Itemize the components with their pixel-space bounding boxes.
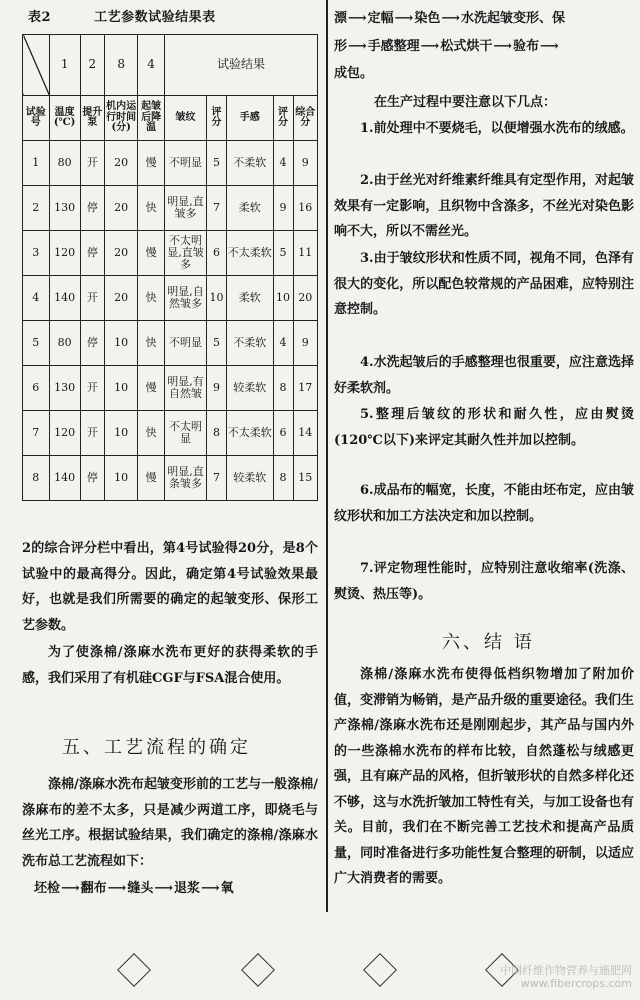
table-factor-row [23,35,318,96]
table-row [23,276,318,321]
column-header: 手感 [227,96,274,141]
table-cell-time: 10 [105,456,138,501]
note-item: 4.水洗起皱后的手感整理也很重要，应注意选择好柔软剂。 [334,355,634,396]
flow-step: 坯检 [34,881,61,896]
flow-step: 水洗起皱变形、保 [460,11,565,26]
table-cell-s2: 5 [273,231,293,276]
table-cell-total: 20 [293,276,317,321]
table-cell-no: 5 [23,321,50,366]
table-cell-total: 11 [293,231,317,276]
table-cell-wrinkle: 明显,直条皱多 [164,456,206,501]
table-cell-pump: 停 [80,186,104,231]
table-cell-pump: 开 [80,276,104,321]
note-item: 2.由于丝光对纤维素纤维具有定型作用，对起皱效果有一定影响，且织物中含涤多，不丝光对染色影响不大，所以不需丝光。 [334,173,634,239]
table-row [23,456,318,501]
table-cell-s1: 5 [207,321,227,366]
section-6-title: 六、结 语 [442,632,535,653]
flow-arrow-icon: ⟶ [420,39,440,54]
column-header: 温度(℃) [49,96,80,141]
table-row [23,321,318,366]
note-item: 6.成品布的幅宽，长度，不能由坯布定，应由皱纹形状和加工方法决定和加以控制。 [334,483,634,524]
table-cell-cool: 快 [138,186,165,231]
table-cell-no: 2 [23,186,50,231]
table-cell-pump: 开 [80,141,104,186]
notes-intro: 在生产过程中要注意以下几点： [374,95,557,110]
table-row [23,141,318,186]
table-cell-feel: 不柔软 [227,321,274,366]
table-caption [28,6,216,25]
table-cell-wrinkle: 不明显 [164,321,206,366]
table-cell-feel: 较柔软 [227,456,274,501]
flow-arrow-icon: ⟶ [348,11,367,26]
flow-step: 氧 [220,881,234,896]
column-header: 评分 [273,96,293,141]
table-cell-no: 4 [23,276,50,321]
table-cell-cool: 慢 [138,231,165,276]
table-cell-temp: 130 [49,366,80,411]
table-cell-total: 17 [293,366,317,411]
note-item: 3.由于皱纹形状和性质不同，视角不同，色泽有很大的变化，所以配色较常规的产品困难，应特别注意控制。 [334,251,634,317]
process-paragraph: 涤棉/涤麻水洗布起皱变形前的工艺与一般涤棉/涤麻布的差不太多，只是减少两道工序，即烧毛与丝光工序。根据试验结果，我们确定的涤棉/涤麻水洗布总工艺流程如下： [22,777,318,869]
table-cell-s1: 9 [207,366,227,411]
table-cell-s2: 6 [273,411,293,456]
table-cell-s2: 8 [273,456,293,501]
column-header: 起皱后降温 [138,96,165,141]
table-cell-s1: 5 [207,141,227,186]
table-cell-wrinkle: 不太明显,直皱多 [164,231,206,276]
table-cell-time: 20 [105,141,138,186]
table-body [23,141,318,501]
softener-paragraph: 为了使涤棉/涤麻水洗布更好的获得柔软的手感，我们采用了有机硅CGF与FSA混合使用。 [22,645,318,686]
process-flow-left [34,876,234,902]
flow-arrow-icon: ⟶ [107,881,127,896]
table-cell-time: 20 [105,231,138,276]
note-item: 7.评定物理性能时，应特别注意收缩率(洗涤、熨烫、热压等)。 [334,561,634,602]
footer-diamond [117,953,151,987]
table-cell-cool: 快 [138,276,165,321]
table-cell-s1: 7 [207,456,227,501]
table-cell-s2: 4 [273,141,293,186]
footer-diamond [363,953,397,987]
table-cell-s2: 9 [273,186,293,231]
column-header: 机内运行时间(分) [105,96,138,141]
flow-step: 形 [334,39,348,54]
table-cell-s2: 4 [273,321,293,366]
table-cell-time: 20 [105,186,138,231]
table-cell-no: 3 [23,231,50,276]
flow-arrow-icon: ⟶ [154,881,173,896]
table-cell-time: 10 [105,366,138,411]
flow-step: 翻布 [80,881,107,896]
table-cell-pump: 开 [80,411,104,456]
note-item: 5.整理后皱纹的形状和耐久性，应由熨烫(120℃以下)来评定其耐久性并加以控制。 [334,407,634,448]
table-cell-temp: 140 [49,276,80,321]
flow-step: 染色 [414,11,441,26]
column-header: 提升泵 [80,96,104,141]
table-cell-cool: 快 [138,321,165,366]
table-cell-pump: 停 [80,456,104,501]
table-cell-feel: 柔软 [227,186,274,231]
table-row [23,366,318,411]
table-cell-wrinkle: 明显,有自然皱 [164,366,206,411]
table-cell-pump: 停 [80,321,104,366]
table-corner-cell [23,35,50,96]
table-cell-cool: 慢 [138,456,165,501]
table-cell-cool: 快 [138,411,165,456]
column-divider [326,0,328,912]
flow-arrow-icon: ⟶ [539,39,559,54]
table-row [23,186,318,231]
table-cell-no: 8 [23,456,50,501]
section-5-title: 五、工艺流程的确定 [62,737,251,758]
table-cell-s1: 10 [207,276,227,321]
table-cell-wrinkle: 不太明显 [164,411,206,456]
column-header: 试验号 [23,96,50,141]
table-cell-feel: 柔软 [227,276,274,321]
table-cell-feel: 较柔软 [227,366,274,411]
factor-number: 8 [105,35,138,96]
watermark-url: www.fibercrops.com [520,977,632,990]
table-cell-temp: 80 [49,321,80,366]
table-cell-wrinkle: 不明显 [164,141,206,186]
table-cell-feel: 不太柔软 [227,231,274,276]
results-table [22,34,318,501]
table-cell-temp: 140 [49,456,80,501]
table-cell-wrinkle: 明显,直皱多 [164,186,206,231]
table-cell-wrinkle: 明显,自然皱多 [164,276,206,321]
table-cell-no: 6 [23,366,50,411]
process-flow-line-1 [334,6,565,32]
table-cell-total: 15 [293,456,317,501]
result-header: 试验结果 [164,35,317,96]
factor-number: 2 [80,35,104,96]
table-title: 工艺参数试验结果表 [94,10,216,25]
table-cell-total: 9 [293,141,317,186]
table-cell-temp: 130 [49,186,80,231]
watermark-line: 中国纤维作物营养与施肥网 [500,964,632,977]
table-cell-temp: 80 [49,141,80,186]
table-cell-pump: 停 [80,231,104,276]
flow-arrow-icon: ⟶ [441,11,460,26]
process-flow-line-2 [334,34,560,60]
flow-step: 手感整理 [367,39,420,54]
flow-step: 松式烘干 [440,39,493,54]
flow-step: 漂 [334,11,348,26]
table-cell-cool: 慢 [138,141,165,186]
process-flow-end: 成包。 [334,66,374,81]
table-cell-time: 10 [105,411,138,456]
table-header-row [23,96,318,141]
flow-step: 定幅 [367,11,394,26]
table-cell-no: 1 [23,141,50,186]
table-cell-time: 10 [105,321,138,366]
flow-arrow-icon: ⟶ [61,881,80,896]
table-cell-time: 20 [105,276,138,321]
flow-arrow-icon: ⟶ [394,11,414,26]
watermark [500,964,632,990]
column-header: 皱纹 [164,96,206,141]
table-cell-s1: 6 [207,231,227,276]
note-item: 1.前处理中不要烧毛，以便增强水洗布的绒感。 [360,121,634,136]
table-cell-s2: 10 [273,276,293,321]
table-cell-cool: 慢 [138,366,165,411]
table-cell-feel: 不柔软 [227,141,274,186]
table-cell-total: 16 [293,186,317,231]
flow-arrow-icon: ⟶ [348,39,367,54]
footer-diamond [241,953,275,987]
table-cell-s1: 8 [207,411,227,456]
flow-step: 退浆 [173,881,200,896]
table-cell-s2: 8 [273,366,293,411]
table-cell-s1: 7 [207,186,227,231]
table-cell-feel: 不太柔软 [227,411,274,456]
table-label: 表2 [28,10,52,25]
factor-number: 1 [49,35,80,96]
table-cell-total: 9 [293,321,317,366]
table-analysis-paragraph: 2的综合评分栏中看出，第4号试验得20分，是8个试验中的最高得分。因此，确定第4号试验效果最好，也就是我们所需要的确定的起皱变形、保形工艺参数。 [22,541,318,633]
conclusion-paragraph: 涤棉/涤麻水洗布使得低档织物增加了附加价值，变滞销为畅销，是产品升级的重要途径。我们生产涤棉/涤麻水洗布还是刚刚起步，其产品与国内外的一些涤棉水洗布的样布比较，自然蓬松与绒感更强，且有麻产品的风格，但折皱形状的自然多样化还不够，这与水洗折皱加工特性有关，与加工设备也有关。目前，我们在不断完善工艺技术和提高产品质量，同时准备进行多功能性复合整理的研制，以适应广大消费者的需要。 [334,667,634,886]
table-cell-pump: 开 [80,366,104,411]
column-header: 综合分 [293,96,317,141]
table-cell-no: 7 [23,411,50,456]
flow-step: 缝头 [127,881,154,896]
table-cell-temp: 120 [49,231,80,276]
column-header: 评分 [207,96,227,141]
table-cell-temp: 120 [49,411,80,456]
flow-arrow-icon: ⟶ [200,881,220,896]
flow-arrow-icon: ⟶ [493,39,512,54]
table-row [23,231,318,276]
flow-step: 验布 [512,39,539,54]
table-row [23,411,318,456]
table-cell-total: 14 [293,411,317,456]
factor-number: 4 [138,35,165,96]
